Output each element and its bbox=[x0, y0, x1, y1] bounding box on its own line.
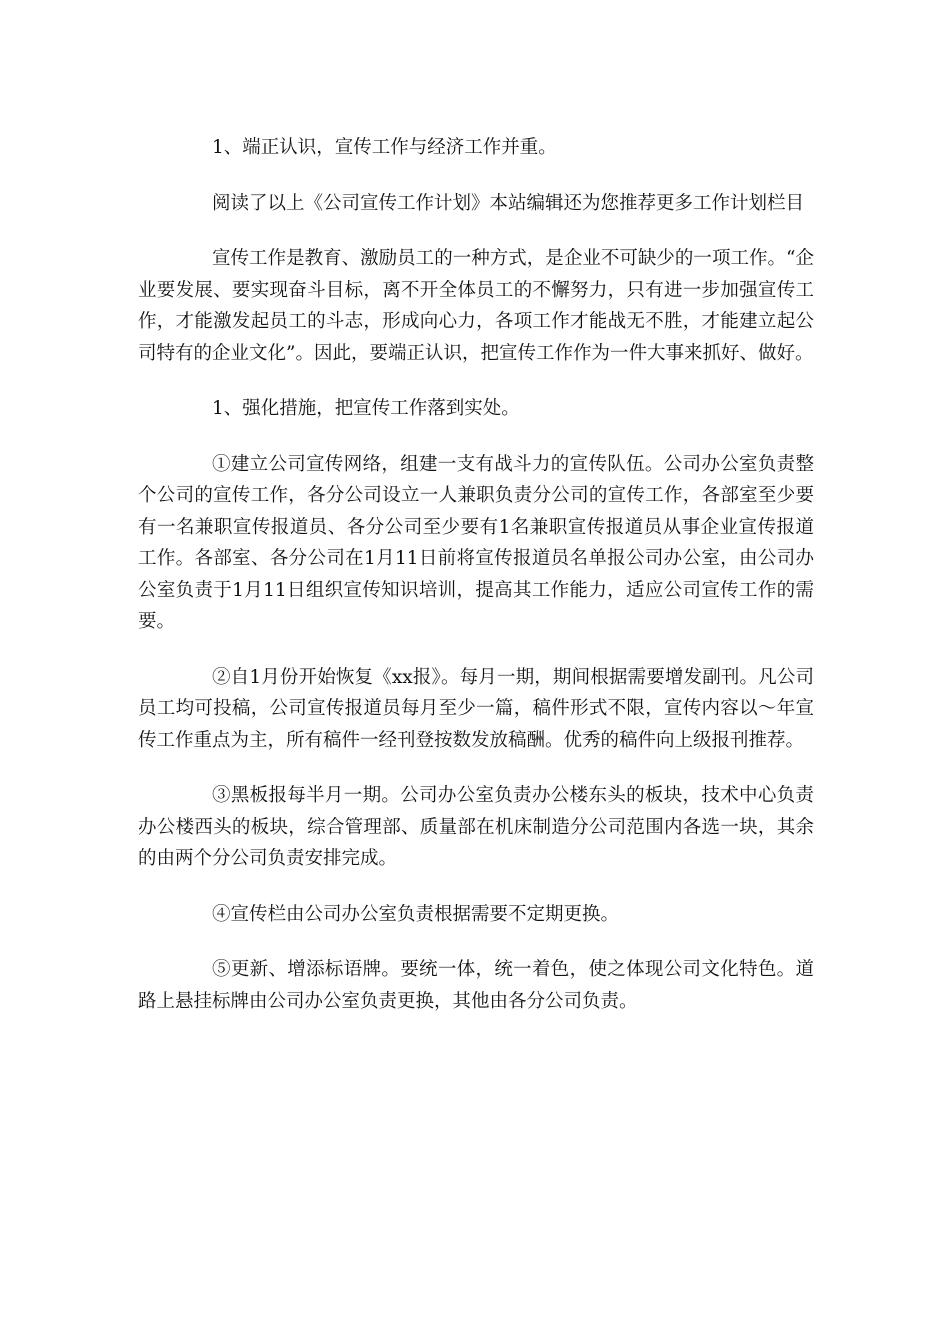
paragraph-1: 1、端正认识，宣传工作与经济工作并重。 bbox=[212, 137, 557, 158]
paragraph-9: ⑤更新、增添标语牌。要统一体，统一着色，使之体现公司文化特色。道路上悬挂标牌由公司办公室负责更换，其他由各分公司负责。 bbox=[138, 959, 814, 1012]
document-body bbox=[138, 132, 814, 1041]
paragraph-5: ①建立公司宣传网络，组建一支有战斗力的宣传队伍。公司办公室负责整个公司的宣传工作，各分公司设立一人兼职负责分公司的宣传工作，各部室至少要有一名兼职宣传报道员、各分公司至少要有1名兼职宣传报道员从事企业宣传报道工作。各部室、各分公司在1月11日前将宣传报道员名单报公司办公室，由公司办公室负责于1月11日组织宣传知识培训，提高其工作能力，适应公司宣传工作的需要。 bbox=[138, 453, 814, 632]
paragraph-7: ③黑板报每半月一期。公司办公室负责办公楼东头的板块，技术中心负责办公楼西头的板块，综合管理部、质量部在机床制造分公司范围内各选一块，其余的由两个分公司负责安排完成。 bbox=[138, 785, 814, 869]
paragraph-6: ②自1月份开始恢复《xx报》。每月一期，期间根据需要增发副刊。凡公司员工均可投稿，公司宣传报道员每月至少一篇，稿件形式不限，宣传内容以～年宣传工作重点为主，所有稿件一经刊登按数发放稿酬。优秀的稿件向上级报刊推荐。 bbox=[138, 666, 814, 751]
paragraph-2: 阅读了以上《公司宣传工作计划》本站编辑还为您推荐更多工作计划栏目 bbox=[212, 192, 805, 214]
paragraph-3: 宣传工作是教育、激励员工的一种方式，是企业不可缺少的一项工作。“企业要发展、要实现奋斗目标，离不开全体员工的不懈努力，只有进一步加强宣传工作，才能激发起员工的斗志，形成向心力，各项工作才能战无不胜，才能建立起公司特有的企业文化”。因此，要端正认识，把宣传工作作为一件大事来抓好、做好。 bbox=[138, 248, 814, 364]
paragraph-4: 1、强化措施，把宣传工作落到实处。 bbox=[212, 398, 520, 419]
paragraph-8: ④宣传栏由公司办公室负责根据需要不定期更换。 bbox=[212, 903, 620, 925]
